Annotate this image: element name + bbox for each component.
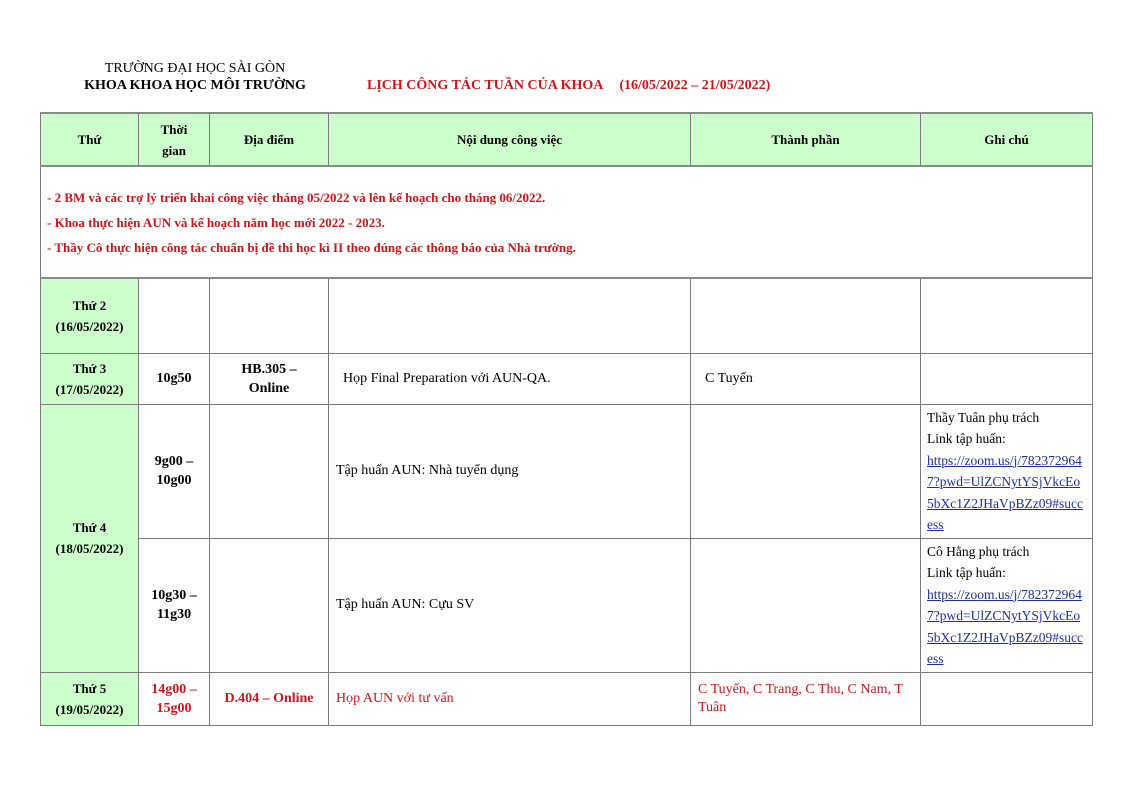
time-cell: 10g50 (139, 353, 210, 404)
general-note-item: - 2 BM và các trợ lý triển khai công việc tháng 05/2022 và lên kế hoạch cho tháng 06/2022. (47, 189, 546, 205)
schedule-title: LỊCH CÔNG TÁC TUẦN CỦA KHOA (367, 78, 604, 93)
note-label: Link tập huấn: (927, 565, 1006, 580)
zoom-training-link[interactable]: https://zoom.us/j/7823729647?pwd=UlZCNytYSjVkcEo5bXc1Z2JHaVpBZz09#success (927, 586, 1083, 666)
general-note-item: - Thầy Cô thực hiện công tác chuẩn bị đề thi học kì II theo đúng các thông báo của Nhà trường. (47, 239, 576, 255)
time-cell (139, 278, 210, 353)
note-person: Cô Hằng phụ trách (927, 543, 1030, 559)
general-notes (41, 166, 1093, 278)
time-cell: 10g30 – 11g30 (139, 538, 210, 672)
time-cell: 14g00 – 15g00 (139, 672, 210, 725)
table-row-wednesday-1 (41, 404, 1093, 538)
members-cell (691, 538, 921, 672)
weekly-schedule-table (40, 112, 1093, 726)
table-row-monday (41, 278, 1093, 353)
day-cell: Thứ 4 (18/05/2022) (41, 404, 139, 672)
time-cell: 9g00 – 10g00 (139, 404, 210, 538)
note-cell (921, 672, 1093, 725)
date-range: (16/05/2022 – 21/05/2022) (619, 78, 771, 93)
place-cell (210, 278, 329, 353)
faculty-name: KHOA KHOA HỌC MÔI TRƯỜNG (84, 78, 306, 93)
members-cell (691, 278, 921, 353)
note-label: Link tập huấn: (927, 431, 1006, 446)
column-header-notes: Ghi chú (921, 113, 1093, 166)
day-cell: Thứ 3 (17/05/2022) (41, 353, 139, 404)
column-header-time: Thời gian (139, 113, 210, 166)
column-header-members: Thành phần (691, 113, 921, 166)
content-cell: Họp AUN với tư vấn (329, 672, 691, 725)
column-header-content: Nội dung công việc (329, 113, 691, 166)
university-name: TRƯỜNG ĐẠI HỌC SÀI GÒN (104, 61, 286, 76)
note-person: Thầy Tuân phụ trách (927, 409, 1040, 425)
members-cell (691, 404, 921, 538)
table-row-tuesday (41, 353, 1093, 404)
content-cell (329, 278, 691, 353)
table-header-row (41, 113, 1093, 166)
zoom-training-link[interactable]: https://zoom.us/j/7823729647?pwd=UlZCNytYSjVkcEo5bXc1Z2JHaVpBZz09#success (927, 452, 1083, 532)
general-notes-row (41, 166, 1093, 278)
content-cell: Họp Final Preparation với AUN-QA. (329, 353, 691, 404)
note-cell (921, 538, 1093, 672)
note-cell (921, 353, 1093, 404)
table-row-wednesday-2 (41, 538, 1093, 672)
place-cell (210, 404, 329, 538)
page-title (367, 78, 770, 94)
note-cell (921, 404, 1093, 538)
place-cell (210, 538, 329, 672)
members-cell: C Tuyến (691, 353, 921, 404)
document-header-left (60, 60, 330, 94)
place-cell: HB.305 – Online (210, 353, 329, 404)
table-row-thursday (41, 672, 1093, 725)
members-cell: C Tuyến, C Trang, C Thu, C Nam, T Tuân (691, 672, 921, 725)
general-note-item: - Khoa thực hiện AUN và kế hoạch năm học mới 2022 - 2023. (47, 214, 385, 230)
day-cell: Thứ 2 (16/05/2022) (41, 278, 139, 353)
note-cell (921, 278, 1093, 353)
content-cell: Tập huấn AUN: Cựu SV (329, 538, 691, 672)
content-cell: Tập huấn AUN: Nhà tuyển dụng (329, 404, 691, 538)
place-cell: D.404 – Online (210, 672, 329, 725)
column-header-place: Địa điểm (210, 113, 329, 166)
day-cell: Thứ 5 (19/05/2022) (41, 672, 139, 725)
column-header-day: Thứ (41, 113, 139, 166)
